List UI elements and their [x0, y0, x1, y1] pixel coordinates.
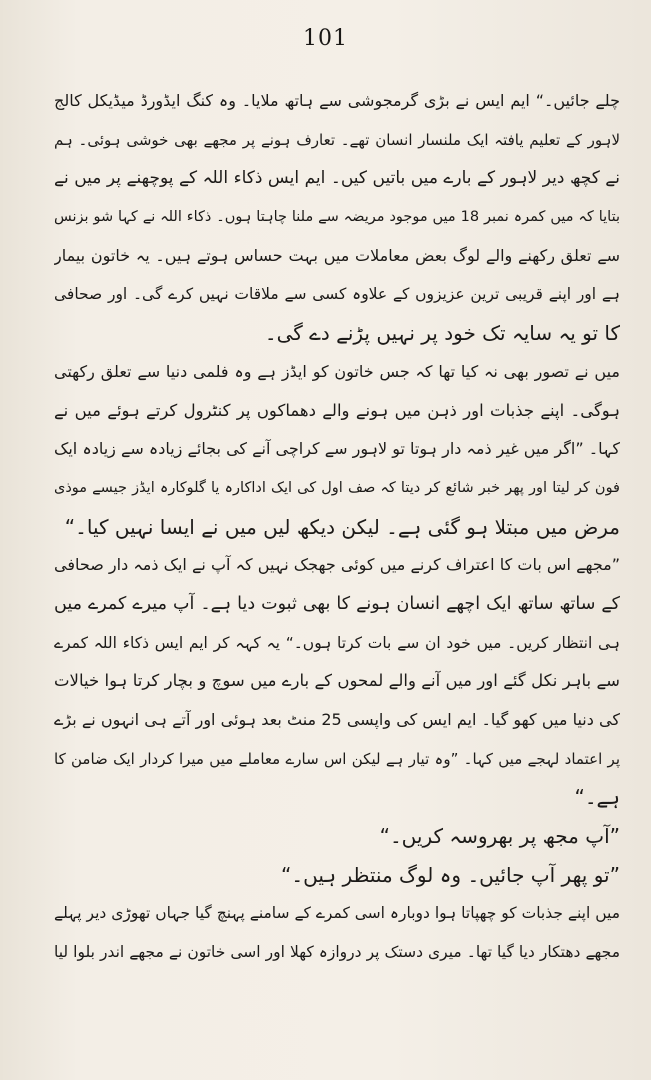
text-line: نے کچھ دیر لاہور کے بارے میں باتیں کیں۔ ایم ایس ذکاء اللہ کے پوچھنے پر میں نے [54, 168, 620, 189]
text-line: میں اپنے جذبات کو چھپاتا ہوا دوبارہ اسی کمرے کے سامنے پہنچ گیا جہاں تھوڑی دیر پہلے [54, 904, 620, 923]
text-line: مجھے دھتکار دیا گیا تھا۔ میری دستک پر دروازہ کھلا اور اسی خاتون نے مجھے اندر بلوا لیا [54, 943, 620, 962]
text-line: چلے جائیں۔“ ایم ایس نے بڑی گرمجوشی سے ہاتھ ملایا۔ وہ کنگ ایڈورڈ میڈیکل کالج [54, 91, 620, 110]
text-line: کے ساتھ ساتھ ایک اچھے انسان ہونے کا بھی ثبوت دیا ہے۔ آپ میرے کمرے میں [54, 593, 620, 614]
body-text [54, 82, 620, 972]
text-line: فون کر لیتا اور پھر خبر شائع کر دیتا کہ صف اول کی ایک اداکارہ یا گلوکارہ ایڈز جیسے موذی [54, 479, 620, 496]
text-line: میں نے تصور بھی نہ کیا تھا کہ جس خاتون کو ایڈز ہے وہ فلمی دنیا سے تعلق رکھتی [54, 361, 620, 381]
page-number: 101 [303, 26, 348, 51]
text-line: لاہور کے تعلیم یافتہ ایک ملنسار انسان تھے۔ تعارف ہونے پر مجھے بھی خوشی ہوئی۔ ہم [54, 130, 620, 149]
text-line: ہے۔“ [574, 785, 620, 810]
text-line: ہی انتظار کریں۔ میں خود ان سے بات کرتا ہوں۔“ یہ کہہ کر ایم ایس ذکاء اللہ کمرے [54, 633, 620, 652]
text-line: ”مجھے اس بات کا اعتراف کرنے میں کوئی جھجک نہیں کہ آپ نے ایک ذمہ دار صحافی [54, 555, 620, 575]
text-line: کہا۔ ”اگر میں غیر ذمہ دار ہوتا تو لاہور سے کراچی آنے کی بجائے زیادہ سے زیادہ ایک [54, 439, 620, 459]
text-line: ہوگی۔ اپنے جذبات اور ذہن میں ہونے والے دھماکوں پر کنٹرول کرتے ہوئے میں نے [54, 400, 620, 420]
text-line: بتایا کہ میں کمرہ نمبر 18 میں موجود مریضہ سے ملنا چاہتا ہوں۔ ذکاء اللہ نے کہا شو بزنس [54, 209, 620, 226]
text-line: ”آپ مجھ پر بھروسہ کریں۔“ [379, 824, 620, 849]
text-line: کا تو یہ سایہ تک خود پر نہیں پڑنے دے گی۔ [264, 321, 620, 346]
text-line: پر اعتماد لہجے میں کہا۔ ”وہ تیار ہے لیکن اس سارے معاملے میں میرا کردار ایک ضامن کا [54, 749, 620, 768]
text-line: سے تعلق رکھنے والے لوگ بعض معاملات میں بہت حساس ہوتے ہیں۔ یہ خاتون بیمار [54, 245, 620, 265]
text-line: کی دنیا میں کھو گیا۔ ایم ایس کی واپسی 25 منٹ بعد ہوئی اور آتے ہی انہوں نے بڑے [54, 710, 620, 729]
text-line: ”تو پھر آپ جائیں۔ وہ لوگ منتظر ہیں۔“ [281, 862, 620, 887]
text-line: مرض میں مبتلا ہو گئی ہے۔ لیکن دیکھ لیں میں نے ایسا نہیں کیا۔“ [64, 514, 620, 539]
text-line: سے باہر نکل گئے اور میں آنے والے لمحوں کے بارے میں سوچ و بچار کرتا ہوا خیالات [54, 671, 620, 691]
text-line: ہے اور اپنے قریبی ترین عزیزوں کے علاوہ کسی سے ملاقات نہیں کرے گی۔ اور صحافی [54, 285, 620, 304]
